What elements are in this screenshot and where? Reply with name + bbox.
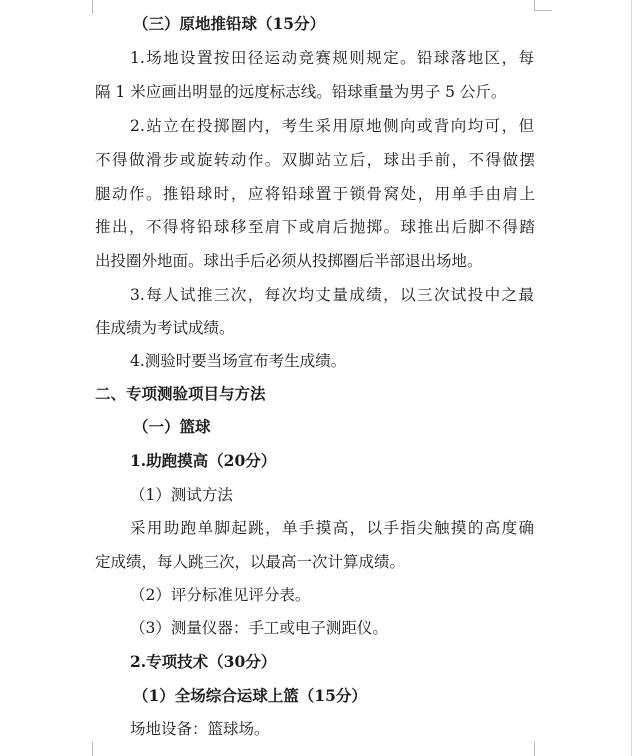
section-heading: 二、专项测验项目与方法 bbox=[95, 384, 266, 403]
paragraph-text: 不得做滑步或旋转动作。双脚站立后，球出手前，不得做摆 bbox=[95, 151, 535, 169]
paragraph-line: （1）测试方法 bbox=[130, 486, 233, 504]
paragraph-line: 隔 1 米应画出明显的远度标志线。铅球重量为男子 5 公斤。 bbox=[95, 83, 507, 101]
subsection-heading: 2.专项技术（30分） bbox=[130, 652, 277, 671]
subsection-heading: （一）篮球 bbox=[133, 417, 211, 436]
paragraph-line bbox=[95, 216, 535, 238]
paragraph-line bbox=[130, 284, 534, 306]
paragraph-text: 推出，不得将铅球移至肩下或肩后抛掷。球推出后脚不得踏 bbox=[95, 218, 535, 236]
page-corner-mark bbox=[534, 10, 552, 11]
page-corner-mark bbox=[74, 742, 93, 756]
paragraph-line bbox=[95, 183, 535, 205]
subsection-heading: 1.助跑摸高（20分） bbox=[130, 451, 277, 470]
paragraph-text: 3.每人试推三次，每次均丈量成绩，以三次试投中之最 bbox=[130, 286, 534, 304]
paragraph-text: 腿动作。推铅球时，应将铅球置于锁骨窝处，用单手由肩上 bbox=[95, 185, 535, 203]
paragraph-line: 定成绩，每人跳三次，以最高一次计算成绩。 bbox=[95, 553, 406, 571]
paragraph-line: （3）测量仪器：手工或电子测距仪。 bbox=[130, 619, 388, 637]
subsection-heading: （1）全场综合运球上篮（15分） bbox=[133, 686, 367, 705]
page-corner-mark bbox=[534, 0, 553, 10]
paragraph-line: 佳成绩为考试成绩。 bbox=[95, 319, 235, 337]
paragraph-text: 采用助跑单脚起跳，单手摸高，以手指尖触摸的高度确 bbox=[130, 519, 534, 537]
paragraph-line bbox=[95, 149, 535, 171]
paragraph-line: （2）评分标准见评分表。 bbox=[130, 586, 311, 604]
paragraph-line bbox=[130, 115, 534, 137]
paragraph-line: 出投圈外地面。球出手后必须从投掷圈后半部退出场地。 bbox=[95, 252, 483, 270]
paragraph-line bbox=[130, 47, 534, 69]
paragraph-line bbox=[130, 517, 534, 539]
page-corner-mark bbox=[534, 742, 553, 756]
page-corner-mark bbox=[74, 0, 93, 14]
section-heading: （三）原地推铅球（15分） bbox=[133, 14, 326, 33]
paragraph-text: 2.站立在投掷圈内，考生采用原地侧向或背向均可，但 bbox=[130, 117, 534, 135]
paragraph-line: 4.测验时要当场宣布考生成绩。 bbox=[130, 352, 347, 370]
paragraph-line: 场地设备：篮球场。 bbox=[130, 720, 270, 738]
paragraph-text: 1.场地设置按田径运动竞赛规则规定。铅球落地区，每 bbox=[130, 49, 534, 67]
